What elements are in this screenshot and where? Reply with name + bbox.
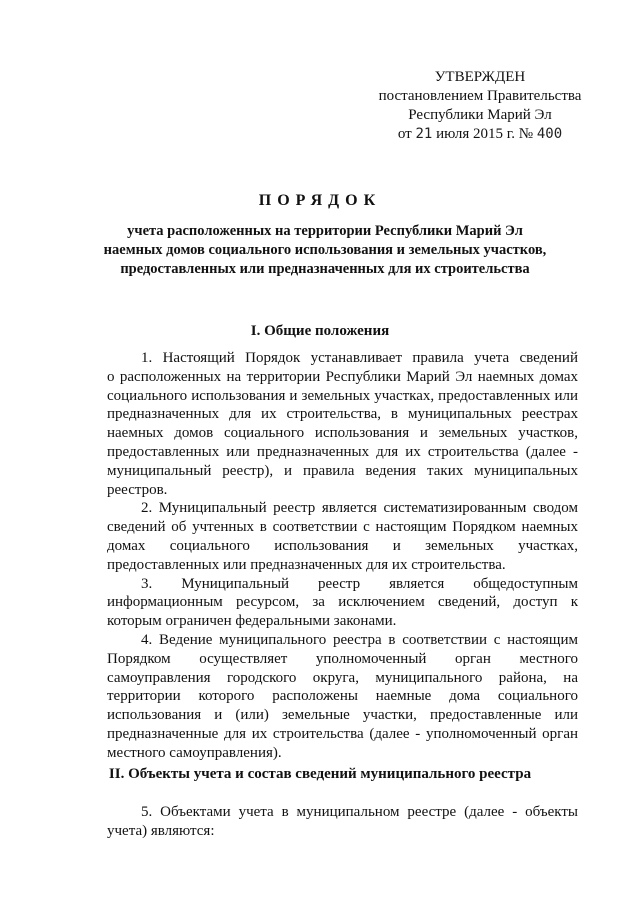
paragraph-line: предназначенные для их строительства (далее - уполномоченный орган <box>107 725 578 742</box>
section-2-body <box>107 803 578 841</box>
subtitle-line: учета расположенных на территории Республики Марий Эл <box>127 223 523 239</box>
paragraph-line: местного самоуправления). <box>107 744 282 761</box>
paragraph-line: учета) являются: <box>107 822 215 839</box>
paragraph-line: муниципальный реестр), и правила ведения таких муниципальных <box>107 462 578 479</box>
paragraph-line: самоуправления городского округа, муниципального района, на <box>107 669 578 686</box>
section-1-body <box>107 349 578 763</box>
paragraph-line: территории которого расположены наемные дома социального <box>107 688 578 705</box>
paragraph-line: сведений об учтенных в соответствии с настоящим Порядком наемных <box>107 519 578 536</box>
paragraph-line: предоставленных или предназначенных для их строительства (далее - <box>107 443 578 460</box>
approval-month-year: июля 2015 г. № <box>436 126 534 142</box>
approval-title: УТВЕРЖДЕН <box>434 69 526 85</box>
paragraph-line: Порядком осуществляет уполномоченный орган местного <box>107 650 578 667</box>
approval-date-line <box>360 125 600 144</box>
paragraph-line: использования и (или) земельные участки, предоставленные или <box>107 707 578 724</box>
approval-decree: постановлением Правительства <box>378 88 582 104</box>
paragraph-line: информационным ресурсом, за исключением сведений, доступ к <box>107 594 578 611</box>
paragraph-line: домах социального использования и земельных участках, <box>107 537 578 554</box>
section-2-heading: II. Объекты учета и состав сведений муниципального реестра <box>108 766 532 782</box>
subtitle-line: наемных домов социального использования и земельных участков, <box>103 242 547 258</box>
paragraph-line: социального использования и земельных участках, предоставленных или <box>107 387 578 404</box>
paragraph-line: 3. Муниципальный реестр является общедоступным <box>141 575 578 592</box>
approval-stamp <box>360 68 600 144</box>
paragraph-line: 2. Муниципальный реестр является систематизированным сводом <box>141 500 578 517</box>
approval-day: 21 <box>415 126 433 142</box>
paragraph-line: 5. Объектами учета в муниципальном реестре (далее - объекты <box>141 804 578 820</box>
document-subtitle <box>90 222 560 279</box>
paragraph-line: о расположенных на территории Республики Марий Эл наемных домах <box>107 368 578 385</box>
paragraph-line: наемных домов социального использования и земельных участков, <box>107 425 578 442</box>
approval-republic: Республики Марий Эл <box>408 107 552 123</box>
approval-number: 400 <box>536 126 563 142</box>
paragraph-line: которым ограничен федеральными законами. <box>107 613 397 630</box>
paragraph-line: предоставленных или предназначенных для их строительства. <box>107 556 506 573</box>
subtitle-line: предоставленных или предназначенных для их строительства <box>120 261 530 277</box>
paragraph-line: предназначенных для их строительства, в муниципальных реестрах <box>107 406 578 423</box>
approval-date-prefix: от <box>397 126 412 142</box>
document-title: ПОРЯДОК <box>258 192 382 209</box>
paragraph-line: 1. Настоящий Порядок устанавливает правила учета сведений <box>141 350 578 366</box>
paragraph-line: реестров. <box>107 481 168 498</box>
section-1-heading: I. Общие положения <box>250 323 390 339</box>
paragraph-line: 4. Ведение муниципального реестра в соответствии с настоящим <box>141 631 578 648</box>
